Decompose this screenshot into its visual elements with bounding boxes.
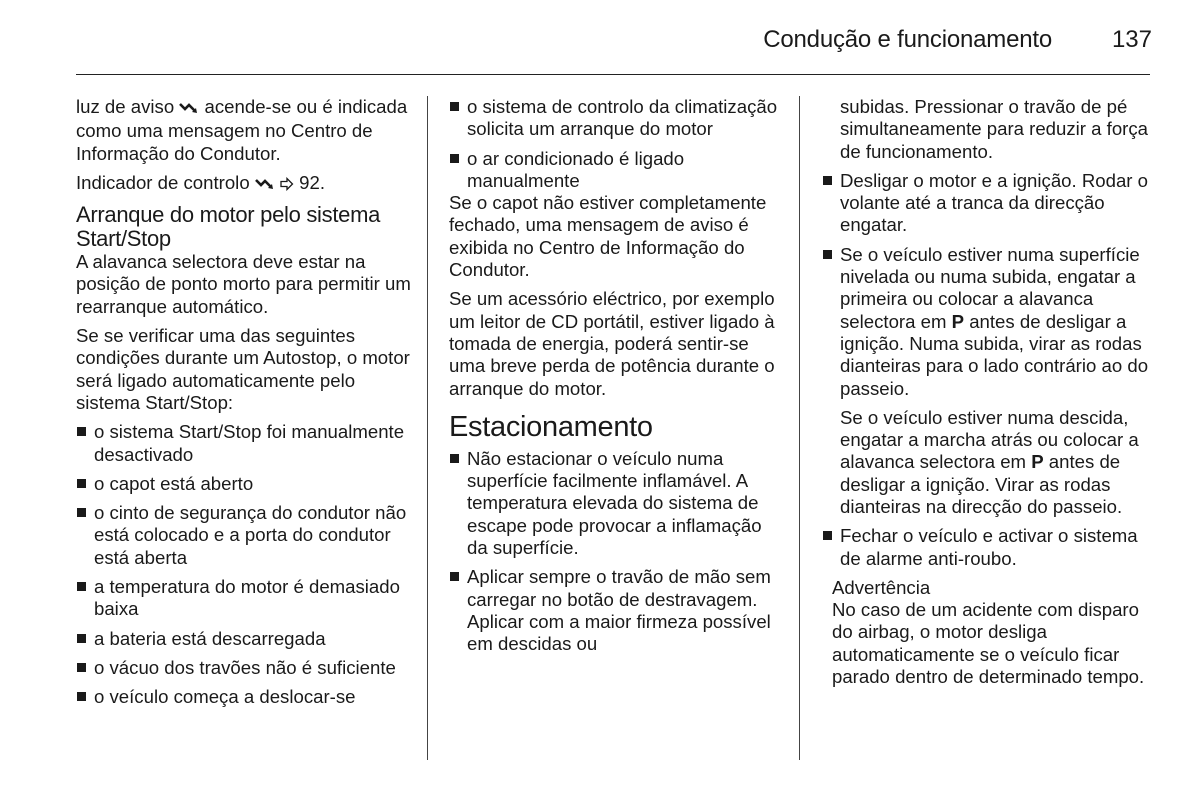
list-item — [449, 96, 785, 141]
list-item — [76, 657, 416, 679]
list-item-text: o sistema de controlo da climatização solicita um arranque do motor — [467, 96, 778, 140]
column-divider-2 — [799, 96, 800, 760]
paragraph — [76, 172, 416, 196]
bullet-list — [76, 421, 416, 708]
column-2 — [449, 96, 785, 663]
list-item-subparagraph — [840, 407, 1152, 518]
bullet-square-icon — [77, 692, 86, 701]
list-item-text: a bateria está descarregada — [94, 627, 326, 649]
text: antes de desligar a ignição. Virar as rodas dianteiras na direcção do passeio. — [840, 451, 1123, 518]
autostop-indicator-icon — [179, 98, 199, 120]
list-item — [449, 566, 785, 655]
bullet-square-icon — [450, 154, 459, 163]
bullet-list — [449, 96, 785, 192]
bullet-square-icon — [450, 454, 459, 463]
bullet-list — [449, 448, 785, 656]
paragraph: Se se verificar uma das seguintes condições durante um Autostop, o motor será ligado automaticamente pelo sistema Start/Stop: — [76, 325, 410, 413]
gear-position-label: P — [1031, 451, 1044, 473]
bullet-square-icon — [77, 663, 86, 672]
text: Indicador de controlo — [76, 171, 250, 193]
warning-title: Advertência — [832, 576, 931, 598]
list-item — [822, 525, 1152, 570]
list-item-text: o sistema Start/Stop foi manualmente desactivado — [94, 421, 405, 465]
list-item-text: o capot está aberto — [94, 472, 254, 494]
list-item — [822, 170, 1152, 237]
list-item-text: o ar condicionado é ligado manualmente — [467, 147, 685, 191]
list-item — [76, 576, 416, 621]
bullet-square-icon — [77, 582, 86, 591]
bullet-square-icon — [77, 479, 86, 488]
section-heading: Estacionamento — [449, 410, 653, 443]
list-item — [449, 148, 785, 193]
gear-position-label: P — [951, 310, 965, 332]
warning-text: No caso de um acidente com disparo do airbag, o motor desliga automaticamente se o veículo ficar parado dentro de determinado tempo. — [832, 598, 1145, 687]
warning-box — [832, 577, 1152, 688]
list-item — [76, 473, 416, 495]
list-item-text: a temperatura do motor é demasiado baixa — [94, 576, 400, 620]
bullet-square-icon — [77, 508, 86, 517]
list-item — [822, 244, 1152, 519]
bullet-list — [822, 170, 1152, 570]
bullet-square-icon — [823, 176, 832, 185]
page-number: 137 — [1111, 26, 1152, 53]
bullet-square-icon — [823, 531, 832, 540]
bullet-square-icon — [450, 102, 459, 111]
bullet-square-icon — [77, 427, 86, 436]
text: 92. — [299, 171, 326, 193]
list-item-text: antes de desligar a ignição. Numa subida, virar as rodas dianteiras para o lado contrário ao do passeio. — [840, 310, 1149, 399]
list-item — [449, 448, 785, 559]
section-heading: Arranque do motor pelo sistema Start/Stop — [76, 202, 381, 252]
text: acende-se ou é indicada como uma mensagem no Centro de Informação do Condutor. — [76, 96, 408, 164]
bullet-square-icon — [450, 572, 459, 581]
list-item-text: o veículo começa a deslocar-se — [94, 686, 356, 708]
list-item-text: Desligar o motor e a ignição. Rodar o volante até a tranca da direcção engatar. — [840, 169, 1148, 236]
list-item-text: Não estacionar o veículo numa superfície facilmente inflamável. A temperatura elevada do sistema de escape pode provocar a inflamação da superfície. — [467, 447, 762, 559]
list-item-text: Se o veículo estiver numa superfície nivelada ou numa subida, engatar a primeira ou colocar a alavanca selectora em — [840, 243, 1140, 332]
list-item-text: Fechar o veículo e activar o sistema de alarme anti-roubo. — [840, 525, 1138, 569]
paragraph — [76, 96, 416, 165]
column-divider-1 — [427, 96, 428, 760]
column-1 — [76, 96, 416, 716]
list-item-text: o cinto de segurança do condutor não está colocado e a porta do condutor está aberta — [94, 502, 407, 568]
column-3 — [822, 96, 1152, 695]
bullet-square-icon — [77, 634, 86, 643]
autostop-indicator-icon — [255, 174, 275, 196]
paragraph: Se um acessório eléctrico, por exemplo um leitor de CD portátil, estiver ligado à tomada de energia, poderá sentir-se uma breve perda de potência durante o arranque do motor. — [449, 288, 775, 399]
list-item-text: Aplicar sempre o travão de mão sem carregar no botão de destravagem. Aplicar com a maior firmeza possível em descidas ou — [467, 566, 771, 655]
paragraph: Se o capot não estiver completamente fechado, uma mensagem de aviso é exibida no Centro de Informação do Condutor. — [449, 192, 767, 281]
text: luz de aviso — [76, 96, 175, 117]
list-item-text: o vácuo dos travões não é suficiente — [94, 656, 396, 678]
paragraph: A alavanca selectora deve estar na posição de ponto morto para permitir um rearranque automático. — [76, 251, 411, 317]
paragraph: subidas. Pressionar o travão de pé simultaneamente para reduzir a força de funcionamento. — [840, 96, 1148, 162]
page-reference-arrow-icon — [280, 174, 294, 196]
section-title: Condução e funcionamento — [763, 26, 1052, 53]
bullet-square-icon — [823, 250, 832, 259]
text: Se o veículo estiver numa descida, engatar a marcha atrás ou colocar a alavanca selectora em — [840, 406, 1139, 473]
list-item — [76, 628, 416, 650]
list-item — [76, 421, 416, 466]
list-item — [76, 686, 416, 708]
list-item — [76, 502, 416, 569]
header-rule — [76, 74, 1150, 75]
